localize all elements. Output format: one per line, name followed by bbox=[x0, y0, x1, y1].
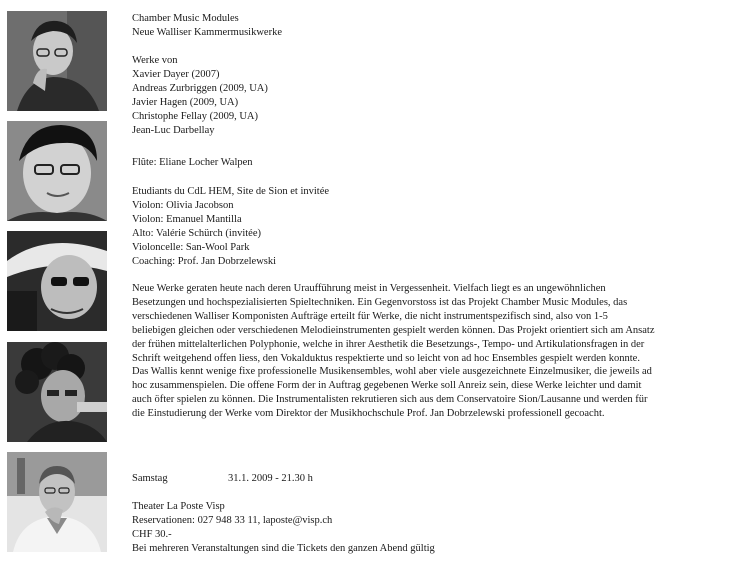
portrait-photo-4 bbox=[7, 342, 107, 442]
description-line: beliebigen gleichen oder verschiedenen Melodieinstrumenten gespielt werden können. Das Projekt orientiert sich am Ansatz bbox=[132, 324, 655, 336]
page-subtitle: Neue Walliser Kammermusikwerke bbox=[132, 26, 282, 38]
composer-item: Andreas Zurbriggen (2009, UA) bbox=[132, 82, 268, 94]
description-line: Das Wallis kennt wenige fixe professionelle Musikensembles, wohl aber viele ausgezeichnete Einzelmusiker, die jeweils ad bbox=[132, 366, 652, 378]
description-line: Besetzungen und hochspezialisierten Spieltechniken. Ein Gegenvorstoss ist das Projekt Chamber Music Modules, das bbox=[132, 296, 628, 308]
portrait-man-glasses-icon bbox=[7, 11, 107, 111]
description-line: Schrift weitgehend offen liess, den Vokalduktus respektierte und so leicht von ad hoc Ensembles gespielt werden konnte. bbox=[132, 352, 640, 364]
event-price: CHF 30.- bbox=[132, 528, 172, 540]
ensemble-member: Coaching: Prof. Jan Dobrzelewski bbox=[132, 255, 277, 267]
works-heading: Werke von bbox=[132, 55, 178, 66]
description-line: auch öfter spielen zu können. Die Instrumentalisten rekrutieren sich aus dem Conservatoire Sion/Lausanne und werden für bbox=[132, 394, 648, 406]
portrait-photo-1 bbox=[7, 11, 107, 111]
portrait-older-man-icon bbox=[7, 452, 107, 552]
composer-item: Jean-Luc Darbellay bbox=[132, 124, 215, 136]
event-day: Samstag bbox=[132, 473, 168, 484]
works-section bbox=[132, 54, 730, 137]
ensemble-member: Alto: Valérie Schürch (invitée) bbox=[132, 227, 261, 239]
portrait-photo-2 bbox=[7, 121, 107, 221]
page-title: Chamber Music Modules bbox=[132, 13, 239, 24]
description-line: der frühen mittelalterlichen Polyphonie, welche in ihrer Aesthetik die Besetzungs-, Tempo- und Artikulationsfragen in der bbox=[132, 338, 645, 350]
spacer bbox=[132, 486, 730, 500]
composer-item: Javier Hagen (2009, UA) bbox=[132, 96, 239, 108]
event-reservations: Reservationen: 027 948 33 11, laposte@visp.ch bbox=[132, 514, 333, 526]
ensemble-member: Violoncelle: San-Wool Park bbox=[132, 241, 250, 253]
description-line: die Einstudierung der Werke vom Direktor der Musikhochschule Prof. Jan Dobrzelewski professionell gecoacht. bbox=[132, 408, 605, 420]
portrait-man-curly-hair-icon bbox=[7, 342, 107, 442]
header bbox=[132, 12, 730, 40]
event-datetime: 31.1. 2009 - 21.30 h bbox=[228, 473, 313, 484]
description-line: Neue Werke geraten heute nach deren Uraufführung meist in Vergessenheit. Vielfach liegt es an ungewöhnlichen bbox=[132, 283, 606, 294]
flute-section bbox=[132, 156, 730, 170]
ensemble-heading: Etudiants du CdL HEM, Site de Sion et invitée bbox=[132, 186, 330, 197]
event-date-row bbox=[132, 472, 730, 486]
ensemble-member: Violon: Olivia Jacobson bbox=[132, 199, 234, 211]
portrait-man-cap-glasses-icon bbox=[7, 231, 107, 331]
description-paragraph bbox=[132, 282, 730, 421]
event-section bbox=[132, 472, 730, 556]
portrait-photo-5 bbox=[7, 452, 107, 552]
flute-player: Flûte: Eliane Locher Walpen bbox=[132, 157, 253, 168]
ensemble-member: Violon: Emanuel Mantilla bbox=[132, 213, 242, 225]
event-note: Bei mehreren Veranstaltungen sind die Tickets den ganzen Abend gültig bbox=[132, 542, 435, 554]
description-line: verschiedenen Walliser Komponisten Aufträge erteilt für Werke, die nicht instrumentspezifisch sind, also von 1-5 bbox=[132, 310, 608, 322]
description-line: hoc zusammenspielen. Die offene Form der in Auftrag gegebenen Werke soll Anreiz sein, diese Werke leichter und damit bbox=[132, 380, 642, 392]
ensemble-section bbox=[132, 185, 730, 268]
portrait-man-glasses-closeup-icon bbox=[7, 121, 107, 221]
composer-item: Xavier Dayer (2007) bbox=[132, 68, 220, 80]
portrait-photo-3 bbox=[7, 231, 107, 331]
composer-item: Christophe Fellay (2009, UA) bbox=[132, 110, 258, 122]
event-venue: Theater La Poste Visp bbox=[132, 500, 225, 512]
